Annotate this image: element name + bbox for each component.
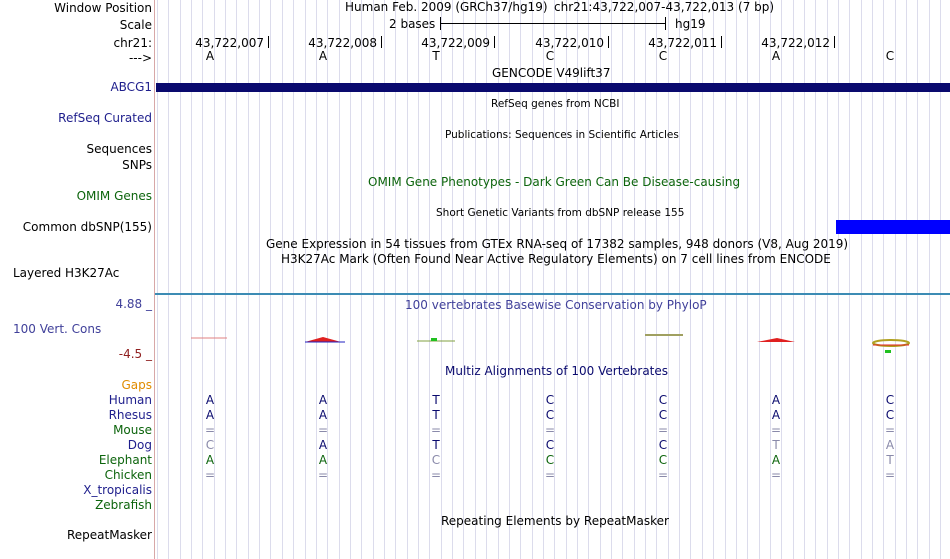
label-species-human[interactable]: Human [108, 393, 152, 407]
alignment-base: A [205, 408, 215, 422]
reference-base: A [318, 49, 328, 63]
abcg1-gene-bar[interactable] [156, 83, 950, 92]
alignment-base: = [430, 423, 442, 437]
ruler-tick [494, 36, 495, 48]
alignment-base: A [771, 453, 781, 467]
reference-base: T [432, 49, 440, 63]
assembly-title: Human Feb. 2009 (GRCh37/hg19) [345, 0, 548, 14]
ruler-tick [268, 36, 269, 48]
alignment-base: = [657, 423, 669, 437]
reference-base: A [771, 49, 781, 63]
alignment-base: A [205, 453, 215, 467]
alignment-base: = [770, 468, 782, 482]
alignment-base: = [657, 468, 669, 482]
alignment-base: = [317, 423, 329, 437]
label-100-vert-cons[interactable]: 100 Vert. Cons [13, 322, 102, 336]
alignment-base: C [545, 408, 555, 422]
ruler-position-label: 43,722,012 [761, 36, 830, 50]
dbsnp-track-title: Short Genetic Variants from dbSNP release 155 [436, 207, 685, 219]
refseq-track-title: RefSeq genes from NCBI [491, 98, 620, 110]
alignment-base: A [318, 408, 328, 422]
omim-track-title: OMIM Gene Phenotypes - Dark Green Can Be Disease-causing [368, 175, 741, 189]
alignment-base: A [885, 438, 895, 452]
reference-base: C [658, 49, 668, 63]
ruler-tick [608, 36, 609, 48]
alignment-base: A [318, 393, 328, 407]
publications-track-title: Publications: Sequences in Scientific Articles [445, 129, 679, 141]
label-sequences[interactable]: Sequences [86, 142, 152, 156]
position-title: chr21:43,722,007-43,722,013 (7 bp) [554, 0, 775, 14]
ruler-position-label: 43,722,010 [535, 36, 604, 50]
alignment-base: A [771, 408, 781, 422]
label-species-zebrafish[interactable]: Zebrafish [95, 498, 152, 512]
scale-db: hg19 [675, 17, 706, 31]
alignment-base: = [204, 423, 216, 437]
alignment-base: = [430, 468, 442, 482]
browser-track-image[interactable] [155, 0, 950, 559]
alignment-base: C [885, 393, 895, 407]
alignment-base: = [770, 423, 782, 437]
label-phylop-min: -4.5 _ [118, 347, 152, 361]
multiz-track-title: Multiz Alignments of 100 Vertebrates [445, 364, 669, 378]
label-species-mouse[interactable]: Mouse [113, 423, 152, 437]
label-common-dbsnp[interactable]: Common dbSNP(155) [22, 220, 152, 234]
alignment-base: T [432, 393, 440, 407]
alignment-base: = [317, 468, 329, 482]
label-refseq-curated[interactable]: RefSeq Curated [58, 111, 152, 125]
dbsnp-variant-bar[interactable] [836, 220, 950, 234]
ruler-position-label: 43,722,009 [421, 36, 490, 50]
alignment-base: T [432, 408, 440, 422]
label-species-elephant[interactable]: Elephant [98, 453, 152, 467]
label-species-x-tropicalis[interactable]: X_tropicalis [83, 483, 152, 497]
alignment-base: T [432, 438, 440, 452]
gencode-track-title: GENCODE V49lift37 [492, 66, 611, 80]
alignment-base: C [545, 438, 555, 452]
ruler-position-label: 43,722,007 [195, 36, 264, 50]
scale-text: 2 bases [389, 17, 436, 31]
ruler-tick [834, 36, 835, 48]
reference-base: C [885, 49, 895, 63]
label-abcg1[interactable]: ABCG1 [110, 80, 152, 94]
ruler-tick [381, 36, 382, 48]
label-window-position[interactable]: Window Position [54, 1, 152, 15]
scale-bar-right-cap [665, 17, 666, 30]
alignment-base: C [658, 453, 668, 467]
h3k27ac-track-title: H3K27Ac Mark (Often Found Near Active Regulatory Elements) on 7 cell lines from ENCODE [281, 252, 831, 266]
alignment-base: C [545, 393, 555, 407]
alignment-base: T [886, 453, 894, 467]
label-species-rhesus[interactable]: Rhesus [108, 408, 152, 422]
label-omim-genes[interactable]: OMIM Genes [76, 189, 152, 203]
alignment-base: A [318, 453, 328, 467]
alignment-base: C [658, 438, 668, 452]
label-strand[interactable]: ---> [128, 51, 152, 65]
alignment-base: = [544, 423, 556, 437]
ruler-position-label: 43,722,008 [308, 36, 377, 50]
phylop-track-title: 100 vertebrates Basewise Conservation by PhyloP [405, 298, 707, 312]
ruler-position-label: 43,722,011 [648, 36, 717, 50]
alignment-base: C [658, 408, 668, 422]
scale-bar-left-cap [440, 17, 441, 30]
repeatmasker-track-title: Repeating Elements by RepeatMasker [441, 514, 669, 528]
track-labels-panel [0, 0, 155, 559]
label-scale[interactable]: Scale [119, 18, 152, 32]
alignment-base: C [545, 453, 555, 467]
alignment-base: = [884, 423, 896, 437]
label-phylop-max: 4.88 _ [115, 297, 152, 311]
gtex-track-title: Gene Expression in 54 tissues from GTEx RNA-seq of 17382 samples, 948 donors (V8, Aug 2019) [266, 237, 849, 251]
ruler-tick [721, 36, 722, 48]
alignment-base: C [205, 438, 215, 452]
scale-bar [440, 23, 666, 24]
alignment-base: C [431, 453, 441, 467]
alignment-base: = [544, 468, 556, 482]
alignment-base: C [658, 393, 668, 407]
alignment-base: C [885, 408, 895, 422]
label-species-dog[interactable]: Dog [127, 438, 152, 452]
track-group-separator [155, 293, 950, 295]
label-species-chicken[interactable]: Chicken [104, 468, 152, 482]
alignment-base: = [204, 468, 216, 482]
alignment-base: A [205, 393, 215, 407]
label-layered-h3k27ac[interactable]: Layered H3K27Ac [13, 266, 120, 280]
reference-base: C [545, 49, 555, 63]
phylop-conservation-graph[interactable] [155, 325, 950, 355]
alignment-base: T [772, 438, 780, 452]
label-snps[interactable]: SNPs [122, 158, 152, 172]
label-gaps[interactable]: Gaps [121, 378, 152, 392]
reference-base: A [205, 49, 215, 63]
alignment-base: A [771, 393, 781, 407]
alignment-base: A [318, 438, 328, 452]
label-chrom[interactable]: chr21: [113, 36, 152, 50]
alignment-base: = [884, 468, 896, 482]
label-repeatmasker[interactable]: RepeatMasker [66, 528, 152, 542]
